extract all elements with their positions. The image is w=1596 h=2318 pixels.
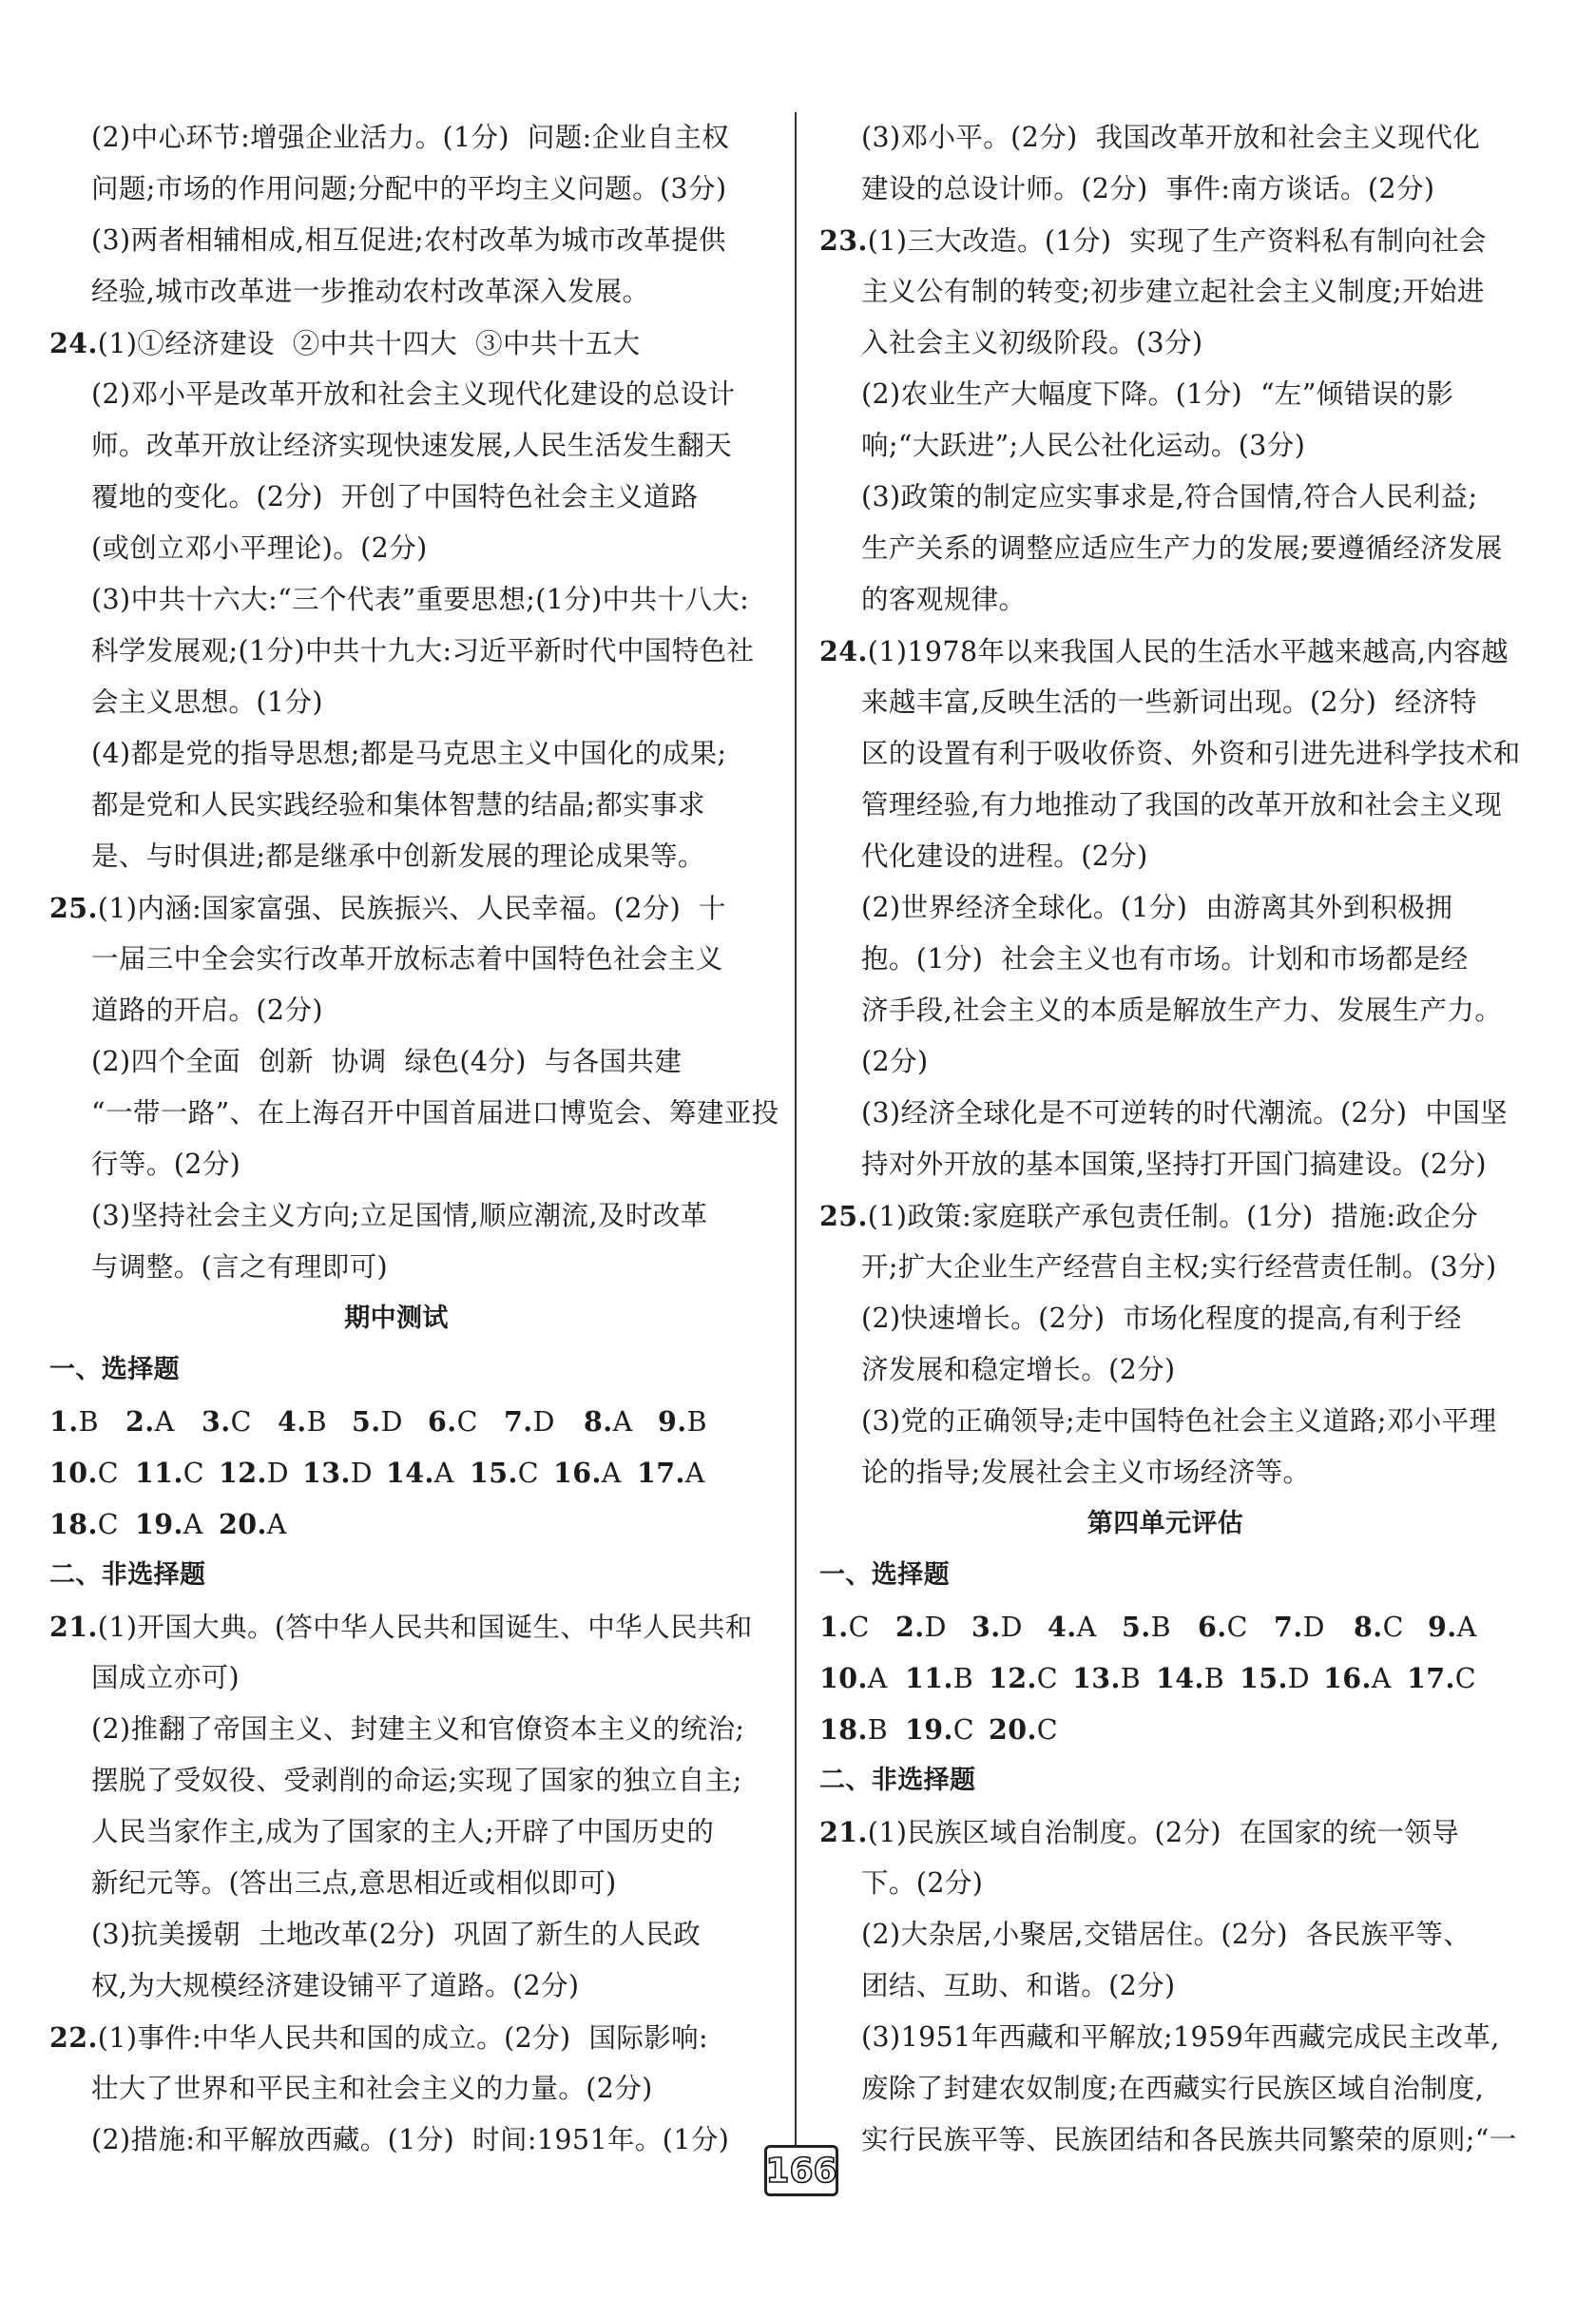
answer-number: 19. [905,1713,953,1746]
answer-item [1274,1601,1325,1653]
answer-choice: A [1456,1612,1477,1643]
answer-choice: B [1150,1612,1171,1643]
answer-number: 15. [1240,1662,1288,1694]
text-line: 国成立亦可) [91,1662,240,1693]
text-line: 抱。(1分) 社会主义也有市场。计划和市场都是经 [861,943,1469,975]
line-text: (1)三大改造。(1分) 实现了生产资料私有制向社会 [867,225,1487,257]
question-line [819,626,1511,677]
answer-number: 18. [819,1713,868,1746]
answer-number: 20. [219,1508,267,1540]
answer-row [819,1601,1511,1652]
answer-choice: A [612,1406,633,1438]
answer-number: 7. [1274,1611,1303,1643]
answer-choice: C [1454,1663,1477,1694]
answer-choice: D [266,1458,290,1489]
answer-item [1354,1601,1404,1653]
question-line [819,215,1511,266]
question-number: 21. [49,1611,98,1643]
text-line: 壮大了世界和平民主和社会主义的力量。(2分) [91,2073,653,2104]
answer-choice: C [97,1509,120,1540]
answer-number: 13. [1072,1662,1121,1694]
answer-number: 10. [49,1457,98,1489]
text-line: 一届三中全会实行改革开放标志着中国特色社会主义 [91,943,723,975]
text-line: (2)邓小平是改革开放和社会主义现代化建设的总设计 [91,378,736,410]
left-column [49,112,779,2166]
answer-number: 2. [895,1611,925,1643]
answer-item [278,1396,327,1448]
answer-item [1048,1601,1097,1653]
answer-choice: D [1302,1612,1325,1643]
page-number: 166 [765,2151,837,2191]
question-number: 25. [819,1200,868,1232]
answer-number: 14. [386,1457,434,1489]
answer-number: 11. [135,1457,183,1489]
answer-choice: D [350,1458,374,1489]
answer-choice: C [848,1612,870,1643]
answer-number: 6. [428,1405,457,1438]
text-line: (2)措施:和平解放西藏。(1分) 时间:1951年。(1分) [91,2124,730,2155]
right-column [819,112,1521,2166]
text-line: (4)都是党的指导思想;都是马克思主义中国化的成果; [91,738,727,769]
answer-row [819,1652,1511,1704]
answer-choice: B [686,1406,707,1438]
answer-number: 10. [819,1662,868,1694]
text-line: (3)两者相辅相成,相互促进;农村改革为城市改革提供 [91,224,726,256]
answer-item [905,1704,974,1756]
text-line: 团结、互助、和谐。(2分) [861,1970,1176,2001]
answer-number: 2. [125,1405,155,1438]
text-line: 与调整。(言之有理即可) [91,1251,389,1283]
answer-item [219,1498,287,1551]
answer-number: 9. [658,1405,687,1438]
text-line: 区的设置有利于吸收侨资、外资和引进先进科学技术和 [861,738,1521,769]
answer-number: 9. [1428,1611,1457,1643]
line-text: (1)1978年以来我国人民的生活水平越来越高,内容越 [867,636,1509,667]
answer-number: 1. [819,1611,849,1643]
text-line: (或创立邓小平理论)。(2分) [91,532,428,564]
text-line: (3)抗美援朝 土地改革(2分) 巩固了新生的人民政 [91,1919,702,1950]
answer-item [302,1447,373,1499]
question-number: 21. [819,1816,868,1848]
text-line: 来越丰富,反映生活的一些新词出现。(2分) 经济特 [861,686,1477,718]
text-line: 废除了封建农奴制度;在西藏实行民族区域自治制度, [861,2073,1485,2104]
section-title: 期中测试 [344,1304,449,1333]
question-line [49,882,743,934]
answer-item [637,1447,705,1499]
question-number: 22. [49,2021,98,2054]
line-text: (1)内涵:国家富强、民族振兴、人民幸福。(2分) 十 [97,893,726,924]
text-line: 覆地的变化。(2分) 开创了中国特色社会主义道路 [91,481,699,512]
text-line: 代化建设的进程。(2分) [861,840,1148,872]
answer-row [49,1396,743,1447]
answer-choice: B [1120,1663,1142,1694]
text-line: 师。改革开放让经济实现快速发展,人民生活发生翻天 [91,430,733,461]
answer-number: 15. [470,1457,518,1489]
answer-number: 11. [905,1662,953,1694]
section-heading: 二、非选择题 [819,1766,976,1795]
text-line: 人民当家作主,成为了国家的主人;开辟了中国历史的 [91,1816,715,1847]
answer-number: 12. [219,1457,267,1489]
text-line: (3)坚持社会主义方向;立足国情,顺应潮流,及时改革 [91,1200,708,1231]
text-line: 经验,城市改革进一步推动农村改革深入发展。 [91,276,650,307]
answer-choice: C [1036,1663,1059,1694]
question-line [49,318,743,369]
text-line: 入社会主义初级阶段。(3分) [861,327,1203,358]
text-line: 开;扩大企业生产经营自主权;实行经营责任制。(3分) [861,1251,1497,1283]
answer-number: 12. [989,1662,1037,1694]
text-line: (2)世界经济全球化。(1分) 由游离其外到积极拥 [861,892,1453,923]
answer-number: 5. [1122,1611,1151,1643]
text-line: (3)邓小平。(2分) 我国改革开放和社会主义现代化 [861,122,1481,153]
line-text: (1)政策:家庭联产承包责任制。(1分) 措施:政企分 [867,1201,1479,1232]
answer-choice: C [952,1714,975,1746]
answer-number: 13. [302,1457,351,1489]
text-line: 主义公有制的转变;初步建立起社会主义制度;开始进 [861,276,1485,307]
line-text: (1)开国大典。(答中华人民共和国诞生、中华人民共和 [97,1612,753,1643]
answer-number: 6. [1198,1611,1227,1643]
question-line [819,1806,1511,1858]
text-line: (2)快速增长。(2分) 市场化程度的提高,有利于经 [861,1303,1462,1334]
section-title: 第四单元评估 [1086,1509,1244,1538]
answer-item [219,1447,289,1499]
answer-number: 1. [49,1405,79,1438]
answer-row [819,1704,1511,1755]
text-line: 问题;市场的作用问题;分配中的平均主义问题。(3分) [91,173,727,204]
answer-choice: A [867,1663,888,1694]
answer-item [1240,1652,1310,1705]
answer-item [135,1498,203,1551]
answer-number: 14. [1156,1662,1204,1694]
text-line: (2)农业生产大幅度下降。(1分) “左”倾错误的影 [861,378,1454,410]
answer-item [905,1652,973,1705]
answer-choice: A [433,1458,454,1489]
answer-number: 3. [971,1611,1001,1643]
answer-item [49,1498,119,1551]
text-line: (3)政策的制定应实事求是,符合国情,符合人民利益; [861,481,1478,512]
answer-item [504,1396,555,1448]
answer-item [386,1447,454,1499]
answer-number: 20. [989,1713,1037,1746]
answer-number: 8. [584,1405,613,1438]
answer-number: 19. [135,1508,183,1540]
text-line: (2)推翻了帝国主义、封建主义和官僚资本主义的统治; [91,1713,745,1745]
text-line: (3)经济全球化是不可逆转的时代潮流。(2分) 中国坚 [861,1097,1509,1129]
answer-item [428,1396,478,1448]
answer-row [49,1498,743,1550]
text-line: (2)大杂居,小聚居,交错居住。(2分) 各民族平等、 [861,1919,1471,1950]
answer-item [819,1704,888,1756]
answer-choice: C [183,1458,205,1489]
text-line: 新纪元等。(答出三点,意思相近或相似即可) [91,1867,617,1899]
answer-number: 17. [1407,1662,1455,1694]
answer-item [202,1396,252,1448]
answer-choice: D [532,1406,555,1438]
question-line [49,1601,753,1652]
answer-choice: A [601,1458,622,1489]
answer-choice: D [380,1406,403,1438]
answer-choice: B [306,1406,327,1438]
answer-choice: B [78,1406,99,1438]
text-line: 论的指导;发展社会主义市场经济等。 [861,1457,1311,1488]
answer-item [1407,1652,1476,1705]
answer-item [1156,1652,1224,1705]
answer-number: 3. [202,1405,231,1438]
answer-item [1122,1601,1171,1653]
answer-choice: C [456,1406,478,1438]
question-number: 23. [819,224,868,257]
question-line [49,2012,743,2063]
question-line [819,1190,1511,1242]
text-line: 生产关系的调整应适应生产力的发展;要遵循经济发展 [861,532,1503,564]
text-line: 科学发展观;(1分)中共十九大:习近平新时代中国特色社 [91,635,755,666]
text-line: 的客观规律。 [861,584,1027,615]
line-text: (1)民族区域自治制度。(2分) 在国家的统一领导 [867,1817,1460,1848]
text-line: (2)中心环节:增强企业活力。(1分) 问题:企业自主权 [91,122,730,153]
text-line: (2)四个全面 创新 协调 绿色(4分) 与各国共建 [91,1046,683,1077]
answer-item [352,1396,403,1448]
text-line: 济发展和稳定增长。(2分) [861,1354,1176,1385]
text-line: 下。(2分) [861,1867,984,1899]
answer-choice: B [952,1663,974,1694]
text-line: (3)中共十六大:“三个代表”重要思想;(1分)中共十八大: [91,584,750,615]
answer-item [819,1601,870,1653]
answer-item [1198,1601,1248,1653]
answer-item [1072,1652,1141,1705]
text-line: 摆脱了受奴役、受剥削的命运;实现了国家的独立自主; [91,1765,742,1796]
answer-item [658,1396,707,1448]
text-line: 会主义思想。(1分) [91,686,323,718]
text-line: “一带一路”、在上海召开中国首届进口博览会、筹建亚投 [91,1097,779,1129]
answer-item [584,1396,633,1448]
text-line: 道路的开启。(2分) [91,995,323,1026]
answer-number: 4. [278,1405,307,1438]
answer-item [135,1447,204,1499]
text-line: 响;“大跃进”;人民公社化运动。(3分) [861,430,1306,461]
text-line: 管理经验,有力地推动了我国的改革开放和社会主义现 [861,789,1503,821]
answer-choice: A [1371,1663,1392,1694]
text-line: (2分) [861,1046,929,1077]
page-number-badge [764,2145,838,2196]
answer-item [989,1704,1058,1756]
answer-choice: A [183,1509,203,1540]
answer-item [1428,1601,1477,1653]
answer-choice: D [924,1612,947,1643]
section-heading: 二、非选择题 [49,1560,206,1590]
answer-choice: C [517,1458,540,1489]
answer-item [470,1447,539,1499]
answer-choice: C [97,1458,120,1489]
text-line: 持对外开放的基本国策,坚持打开国门搞建设。(2分) [861,1149,1487,1180]
answer-choice: C [230,1406,252,1438]
answer-number: 17. [637,1457,685,1489]
answer-choice: C [1036,1714,1059,1746]
answer-choice: D [1000,1612,1023,1643]
answer-choice: C [1226,1612,1248,1643]
answer-choice: A [684,1458,705,1489]
line-text: (1)①经济建设 ②中共十四大 ③中共十五大 [97,328,641,359]
text-line: (3)1951年西藏和平解放;1959年西藏完成民主改革, [861,2021,1500,2053]
column-divider [795,112,797,2175]
answer-number: 18. [49,1508,98,1540]
answer-number: 4. [1048,1611,1077,1643]
answer-number: 16. [553,1457,602,1489]
answer-item [819,1652,888,1705]
answer-item [1323,1652,1392,1705]
question-number: 24. [819,635,868,667]
text-line: 是、与时俱进;都是继承中创新发展的理论成果等。 [91,840,705,872]
answer-item [49,1396,99,1448]
answer-choice: A [154,1406,175,1438]
question-number: 24. [49,327,98,359]
answer-choice: B [867,1714,889,1746]
text-line: 都是党和人民实践经验和集体智慧的结晶;都实事求 [91,789,705,821]
text-line: 权,为大规模经济建设铺平了道路。(2分) [91,1970,580,2001]
answer-number: 16. [1323,1662,1372,1694]
answer-choice: A [266,1509,287,1540]
text-line: 行等。(2分) [91,1149,241,1180]
answer-choice: C [1382,1612,1404,1643]
section-heading: 一、选择题 [49,1355,180,1384]
question-number: 25. [49,892,98,924]
answer-number: 8. [1354,1611,1383,1643]
answer-item [971,1601,1023,1653]
answer-number: 7. [504,1405,533,1438]
text-line: 建设的总设计师。(2分) 事件:南方谈话。(2分) [861,173,1435,204]
answer-item [895,1601,947,1653]
answer-choice: A [1076,1612,1097,1643]
line-text: (1)事件:中华人民共和国的成立。(2分) 国际影响: [97,2022,709,2054]
text-line: 实行民族平等、民族团结和各民族共同繁荣的原则;“一 [861,2124,1517,2155]
answer-choice: B [1203,1663,1225,1694]
answer-choice: D [1287,1663,1311,1694]
answer-item [989,1652,1058,1705]
text-line: (3)党的正确领导;走中国特色社会主义道路;邓小平理 [861,1405,1497,1437]
text-line: 济手段,社会主义的本质是解放生产力、发展生产力。 [861,995,1503,1026]
answer-item [125,1396,175,1448]
section-heading: 一、选择题 [819,1560,950,1590]
answer-item [49,1447,119,1499]
answer-number: 5. [352,1405,381,1438]
answer-item [553,1447,622,1499]
answer-row [49,1447,743,1498]
